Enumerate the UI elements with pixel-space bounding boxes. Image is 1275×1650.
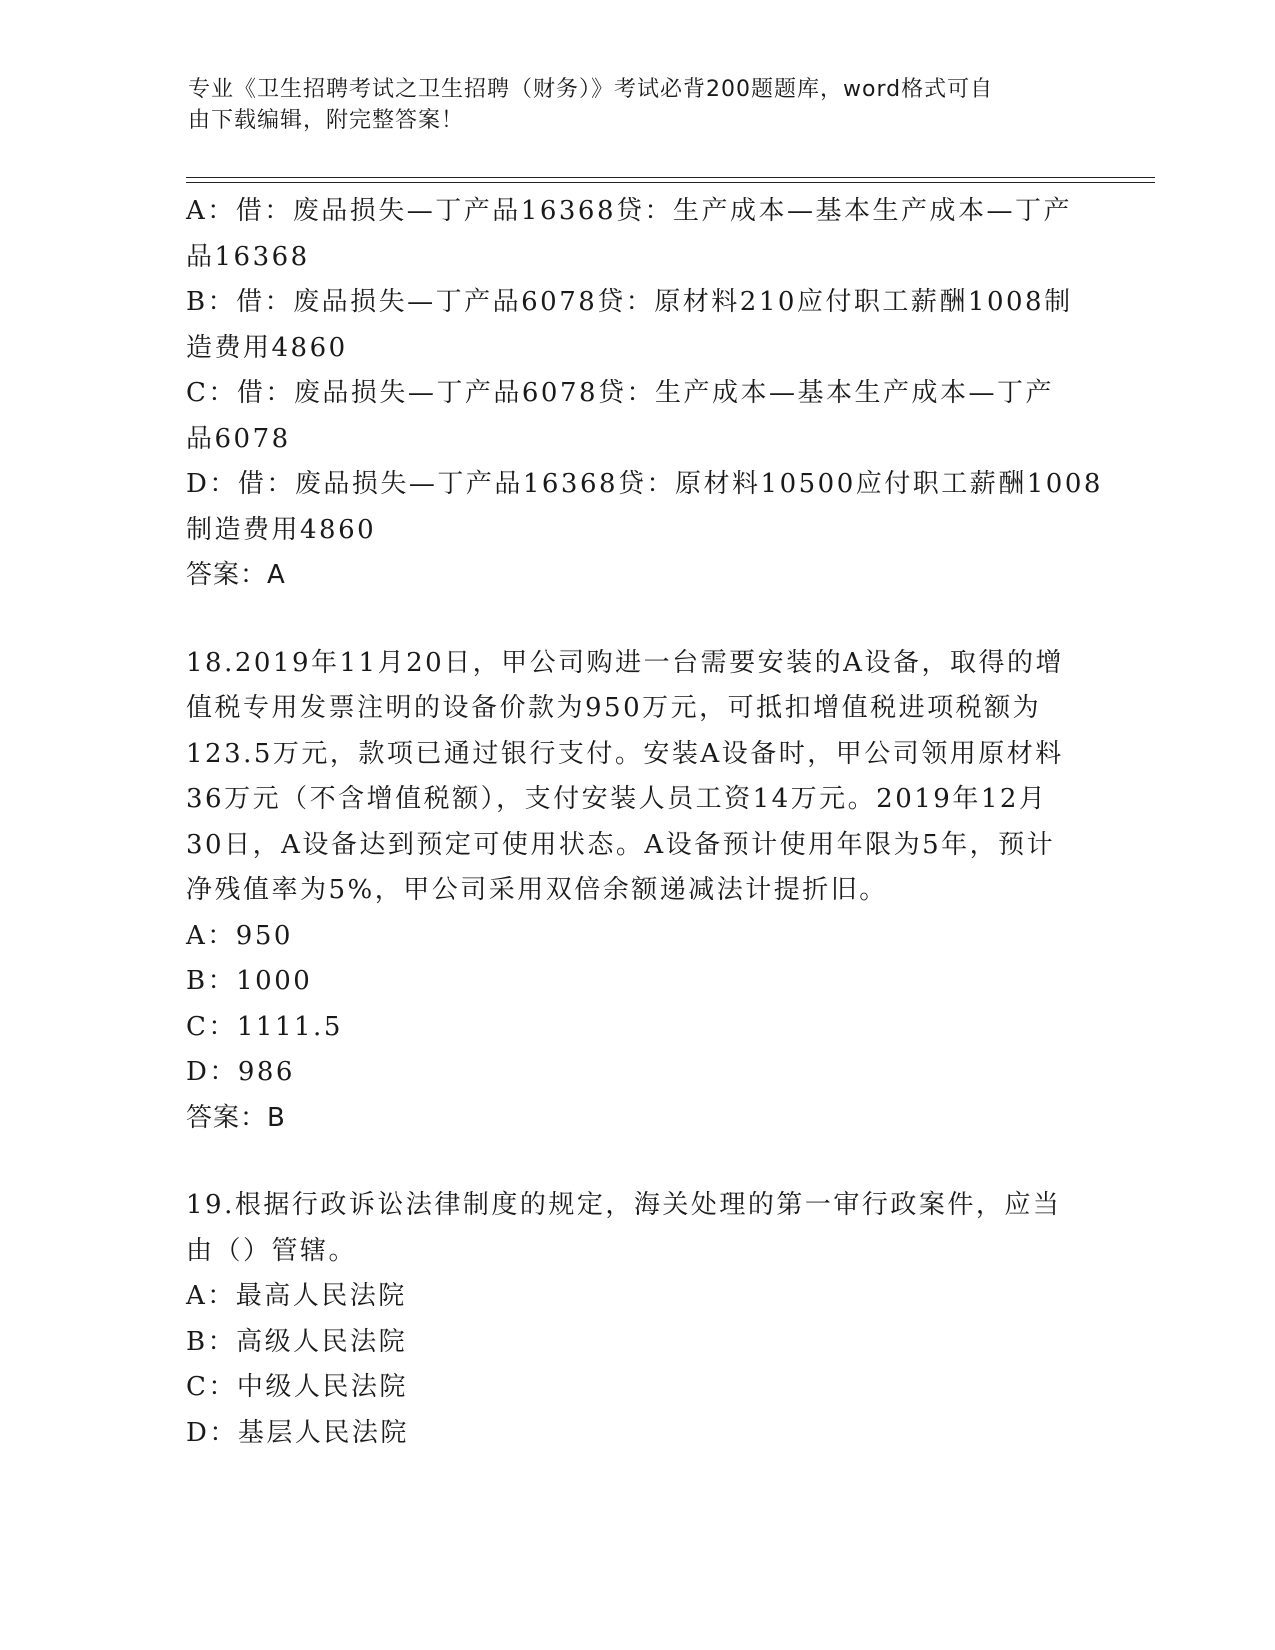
question-18 [186,641,1086,1142]
question-stem-line-2: 由（）管辖。 [186,1235,358,1266]
option-d-line-2: 制造费用4860 [186,514,377,545]
answer: 答案：B [186,1102,286,1133]
question-stem-line-3: 123.5万元，款项已通过银行支付。安装A设备时，甲公司领用原材料 [186,738,1064,769]
option-a-line-2: 品16368 [186,241,310,272]
option-c-line-2: 品6078 [186,423,291,454]
question-stem-line-1: 19.根据行政诉讼法律制度的规定，海关处理的第一审行政案件，应当 [186,1190,1062,1220]
document-body [186,189,1103,1456]
option-a: A：950 [186,920,293,951]
option-b: B：1000 [186,966,313,996]
option-b: B：高级人民法院 [186,1326,408,1357]
header-divider-bottom [186,182,1155,183]
question-stem-line-4: 36万元（不含增值税额），支付安装人员工资14万元。2019年12月 [186,784,1048,814]
option-b-line-2: 造费用4860 [186,332,348,363]
option-a: A：最高人民法院 [186,1281,407,1311]
header-divider-top [186,177,1155,178]
question-stem-line-2: 值税专用发票注明的设备价款为950万元，可抵扣增值税进项税额为 [186,693,1042,723]
question-stem-line-1: 18.2019年11月20日，甲公司购进一台需要安装的A设备，取得的增 [186,647,1064,678]
question-stem-line-6: 净残值率为5%，甲公司采用双倍余额递减法计提折旧。 [186,875,888,905]
option-c: C：中级人民法院 [186,1372,408,1402]
option-d: D：基层人民法院 [186,1417,409,1448]
header-line-2: 由下载编辑，附完整答案！ [188,108,465,133]
option-b-line-1: B：借：废品损失—丁产品6078贷：原材料210应付职工薪酬1008制 [186,287,1073,317]
document-header [188,74,1068,136]
answer: 答案：A [186,560,286,590]
option-c-line-1: C：借：废品损失—丁产品6078贷：生产成本—基本生产成本—丁产 [186,378,1055,408]
option-a-line-1: A：借：废品损失—丁产品16368贷：生产成本—基本生产成本—丁产 [186,196,1072,226]
option-d-line-1: D：借：废品损失—丁产品16368贷：原材料10500应付职工薪酬1008 [186,469,1103,499]
option-d: D：986 [186,1057,295,1087]
header-line-1: 专业《卫生招聘考试之卫生招聘（财务）》考试必背200题题库，word格式可自 [188,77,994,102]
question-17 [186,189,1103,599]
question-stem-line-5: 30日，A设备达到预定可使用状态。A设备预计使用年限为5年，预计 [186,829,1056,860]
question-19 [186,1183,1086,1456]
option-c: C：1111.5 [186,1011,343,1042]
